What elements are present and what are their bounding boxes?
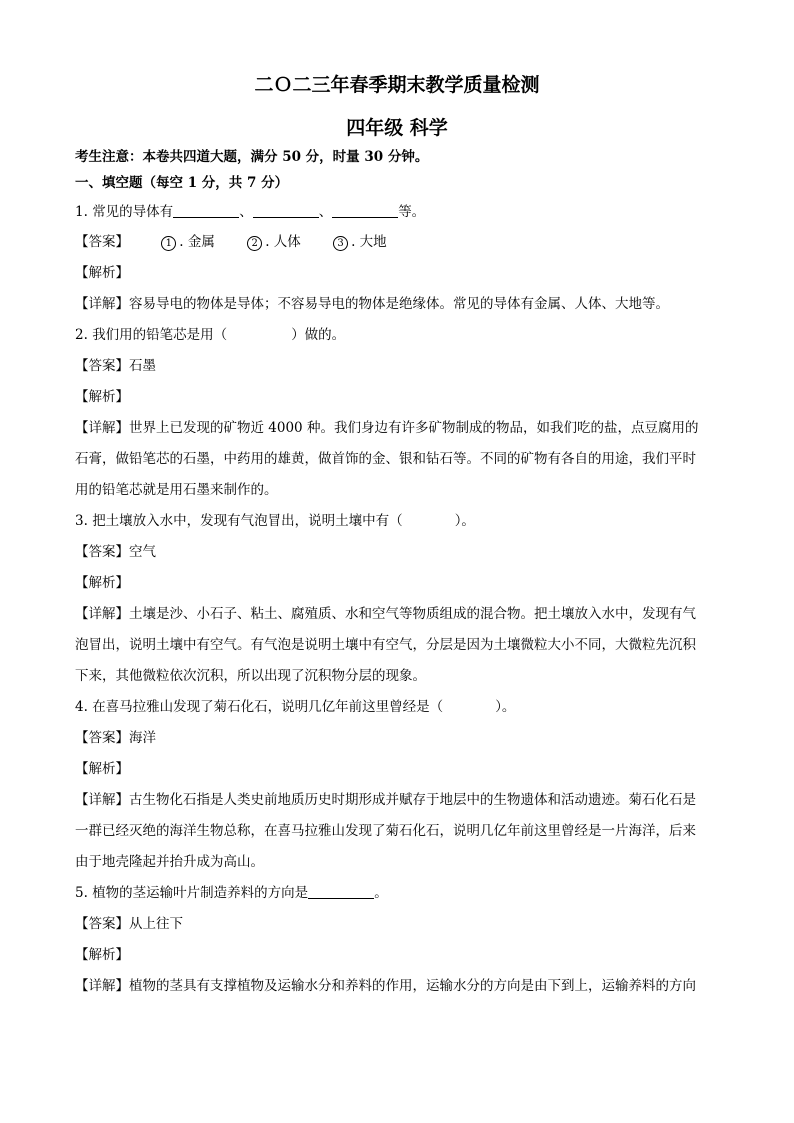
analysis-label: 【解析】 [75, 761, 129, 777]
detail-label: 【详解】 [75, 296, 129, 312]
question-text: 植物的茎运输叶片制造养料的方向是 [92, 885, 309, 901]
question-text: 常见的导体有 [92, 204, 174, 220]
question-4: 4. 在喜马拉雅山发现了菊石化石，说明几亿年前这里曾经是（ ）。 [75, 699, 516, 715]
question-number: 1. [75, 204, 88, 220]
answer-row-2 [75, 358, 156, 374]
detail-label: 【详解】 [75, 978, 129, 994]
detail-text: 石膏，做铅笔芯的石墨，中药用的雄黄，做首饰的金、银和钻石等。不同的矿物有各自的用途，我们平时 [75, 451, 696, 467]
answer-label: 【答案】 [75, 916, 129, 932]
question-number: 4. [75, 699, 88, 715]
detail-row [75, 606, 696, 622]
question-3: 3. 把土壤放入水中，发现有气泡冒出，说明土壤中有（ ）。 [75, 513, 475, 529]
answer-text: 空气 [129, 544, 156, 560]
circled-number: 1 [161, 236, 176, 251]
answer-item: 3 . 大地 [333, 234, 387, 251]
question-text: 把土壤放入水中，发现有气泡冒出，说明土壤中有（ [92, 513, 403, 529]
answer-text: 从上往下 [129, 916, 183, 932]
exam-title: 二Ｏ二三年春季期末教学质量检测 [254, 74, 540, 96]
question-number: 3. [75, 513, 88, 529]
detail-text: 由于地壳隆起并抬升成为高山。 [75, 854, 264, 870]
detail-label: 【详解】 [75, 792, 129, 808]
detail-text: 容易导电的物体是导体；不容易导电的物体是绝缘体。常见的导体有金属、人体、大地等。 [129, 296, 669, 312]
detail-row [75, 420, 698, 436]
question-number: 2. [75, 327, 88, 343]
analysis-label: 【解析】 [75, 575, 129, 591]
answer-row-3 [75, 544, 156, 560]
detail-text: 世界上已发现的矿物近 4000 种。我们身边有许多矿物制成的物品，如我们吃的盐，点豆腐用的 [129, 420, 699, 436]
answer-label: 【答案】 [75, 730, 129, 746]
answer-blank [308, 885, 374, 899]
detail-text: 用的铅笔芯就是用石墨来制作的。 [75, 482, 278, 498]
detail-row [75, 792, 696, 808]
circled-number: 2 [247, 236, 262, 251]
answer-row-1 [75, 234, 387, 251]
analysis-label: 【解析】 [75, 947, 129, 963]
question-number: 5. [75, 885, 88, 901]
answer-label: 【答案】 [75, 544, 129, 560]
detail-text: 一群已经灭绝的海洋生物总称，在喜马拉雅山发现了菊石化石，说明几亿年前这里曾经是一片海洋，后来 [75, 823, 696, 839]
answer-item: 1 . 金属 [161, 234, 215, 251]
answer-text: 石墨 [129, 358, 156, 374]
detail-row [75, 296, 669, 312]
detail-text: 古生物化石指是人类史前地质历史时期形成并赋存于地层中的生物遗体和活动遗迹。菊石化石是 [129, 792, 696, 808]
exam-notice: 考生注意：本卷共四道大题，满分 50 分，时量 30 分钟。 [75, 149, 429, 165]
answer-row-5 [75, 916, 183, 932]
circled-number: 3 [333, 236, 348, 251]
answer-item: 2 . 人体 [247, 234, 301, 251]
analysis-label: 【解析】 [75, 265, 129, 281]
answer-blank [253, 204, 319, 218]
detail-text: 土壤是沙、小石子、粘土、腐殖质、水和空气等物质组成的混合物。把土壤放入水中，发现有气 [129, 606, 696, 622]
detail-text: 植物的茎具有支撑植物及运输水分和养料的作用，运输水分的方向是由下到上，运输养料的方向 [129, 978, 696, 994]
question-2: 2. 我们用的铅笔芯是用（ ）做的。 [75, 327, 346, 343]
question-1: 1. 常见的导体有 、 、 等。 [75, 204, 426, 220]
detail-text: 泡冒出，说明土壤中有空气。有气泡是说明土壤中有空气，分层是因为土壤微粒大小不同，大微粒先沉积 [75, 637, 696, 653]
answer-row-4 [75, 730, 156, 746]
answer-blank [173, 204, 239, 218]
answer-text: 海洋 [129, 730, 156, 746]
answer-blank [332, 204, 398, 218]
answer-label: 【答案】 [75, 234, 129, 250]
question-5: 5. 植物的茎运输叶片制造养料的方向是 。 [75, 885, 388, 901]
detail-row [75, 978, 696, 994]
question-text: 在喜马拉雅山发现了菊石化石，说明几亿年前这里曾经是（ [92, 699, 444, 715]
question-text: 我们用的铅笔芯是用（ [92, 327, 228, 343]
analysis-label: 【解析】 [75, 389, 129, 405]
detail-text: 下来，其他微粒依次沉积，所以出现了沉积物分层的现象。 [75, 668, 426, 684]
section-heading: 一、填空题（每空 1 分，共 7 分） [75, 175, 289, 191]
exam-subtitle: 四年级 科学 [346, 117, 448, 139]
detail-label: 【详解】 [75, 606, 129, 622]
detail-label: 【详解】 [75, 420, 129, 436]
answer-label: 【答案】 [75, 358, 129, 374]
